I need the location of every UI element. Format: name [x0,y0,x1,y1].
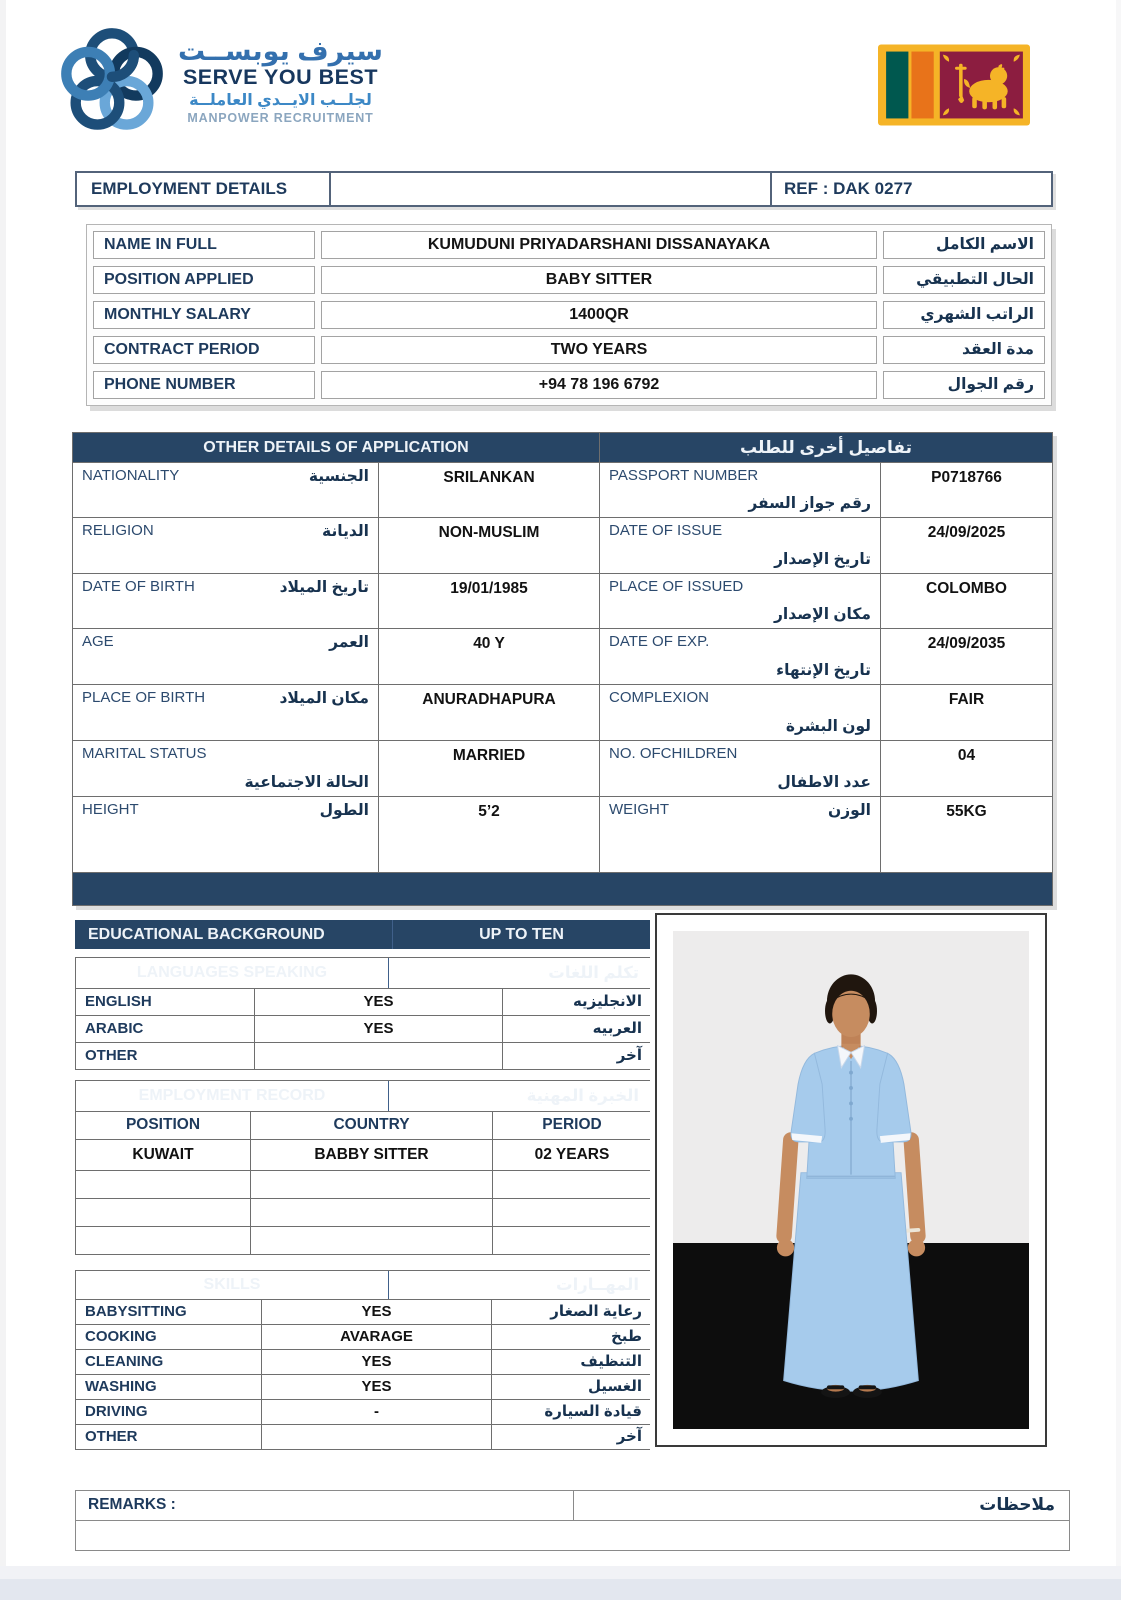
agency-logo [60,26,383,136]
record-cell: KUWAIT [76,1140,250,1170]
skill-label: WASHING [76,1375,261,1399]
record-cell: BABBY SITTER [251,1140,492,1170]
scan-edge-right [1116,0,1121,1600]
sri-lanka-flag-icon [878,44,1030,126]
record-cell [493,1171,651,1198]
field-label-arabic: الراتب الشهري [883,301,1045,329]
skill-label: CLEANING [76,1350,261,1374]
employment-details-bar [75,171,1053,207]
table-row [93,231,1045,259]
other-details-table [72,432,1053,906]
field-value: 55KG [881,797,1052,872]
field-label: HEIGHT الطول [73,797,378,872]
field-value: SRILANKAN [379,463,599,517]
record-cell [251,1199,492,1226]
table-row [93,266,1045,294]
field-value: +94 78 196 6792 [321,371,877,399]
skill-value: - [262,1400,491,1424]
field-label: DATE OF BIRTH تاريخ الميلاد [73,574,378,628]
employment-details-empty-cell [331,173,772,205]
field-value: P0718766 [881,463,1052,517]
skill-arabic: الغسيل [492,1375,651,1399]
skill-value [262,1425,491,1449]
field-value: 19/01/1985 [379,574,599,628]
education-title: EDUCATIONAL BACKGROUND [75,920,393,949]
record-cell [493,1227,651,1254]
other-details-title-ar: تفاصيل أخرى للطلب [600,433,1052,462]
scan-edge-bottom [0,1566,1121,1579]
field-label: PHONE NUMBER [93,371,315,399]
employment-record-table [75,1080,650,1255]
field-label: PASSPORT NUMBER رقم جواز السفر [600,463,880,517]
field-label: DATE OF ISSUE تاريخ الإصدار [600,518,880,573]
reference-number: REF : DAK 0277 [784,179,913,198]
skill-arabic: قيادة السيارة [492,1400,651,1424]
agency-logo-text [178,37,383,125]
column-header-country: COUNTRY [251,1112,492,1139]
table-row [93,301,1045,329]
languages-header: LANGUAGES SPEAKING تكلم اللغات [76,958,651,988]
skill-label: DRIVING [76,1400,261,1424]
skill-label: BABYSITTING [76,1300,261,1324]
record-cell [251,1171,492,1198]
field-label-arabic: مدة العقد [883,336,1045,364]
logo-arabic-subtitle: لجلــب الايــدي العاملــة [189,92,372,110]
skill-arabic: التنظيف [492,1350,651,1374]
field-label: NAME IN FULL [93,231,315,259]
field-value: BABY SITTER [321,266,877,294]
field-value: TWO YEARS [321,336,877,364]
language-label: ARABIC [76,1016,254,1042]
field-label-arabic: رقم الجوال [883,371,1045,399]
applicant-photo-frame [655,913,1047,1447]
skill-value: YES [262,1300,491,1324]
field-value: 24/09/2035 [881,629,1052,684]
skills-header: SKILLS المهــارات [76,1271,651,1299]
remarks-table [75,1490,1070,1551]
field-label: MONTHLY SALARY [93,301,315,329]
field-value: KUMUDUNI PRIYADARSHANI DISSANAYAKA [321,231,877,259]
field-value: 1400QR [321,301,877,329]
language-arabic: العربيه [503,1016,651,1042]
languages-table [75,957,650,1070]
logo-arabic-title: سيرف يوبســت [178,35,383,66]
field-label: POSITION APPLIED [93,266,315,294]
skill-arabic: آخر [492,1425,651,1449]
applicant-photo [673,931,1029,1429]
field-value: 40 Y [379,629,599,684]
record-cell [251,1227,492,1254]
field-label: RELIGION الديانة [73,518,378,573]
section-title-employment-details: EMPLOYMENT DETAILS [77,173,331,205]
field-value: COLOMBO [881,574,1052,628]
table-row [93,336,1045,364]
field-value: 5’2 [379,797,599,872]
language-arabic: الانجليزيه [503,989,651,1015]
field-label: WEIGHT الوزن [600,797,880,872]
table-footer-bar [73,873,1052,905]
field-label-arabic: الاسم الكامل [883,231,1045,259]
logo-knot-icon [60,26,164,136]
skills-table [75,1270,650,1450]
field-label: PLACE OF ISSUED مكان الإصدار [600,574,880,628]
language-value [255,1043,502,1069]
field-label: NATIONALITY الجنسية [73,463,378,517]
other-details-title-en: OTHER DETAILS OF APPLICATION [73,433,599,462]
skill-value: AVARAGE [262,1325,491,1349]
field-label: AGE العمر [73,629,378,684]
record-cell [493,1199,651,1226]
logo-english-title: SERVE YOU BEST [182,65,378,90]
field-value: MARRIED [379,741,599,796]
language-value: YES [255,1016,502,1042]
field-value: 24/09/2025 [881,518,1052,573]
education-value: UP TO TEN [479,926,564,943]
record-cell: 02 YEARS [493,1140,651,1170]
applicant-person-illustration [745,959,957,1421]
skill-label: COOKING [76,1325,261,1349]
remarks-label-arabic: ملاحظات [574,1491,1069,1520]
language-value: YES [255,989,502,1015]
language-arabic: آخر [503,1043,651,1069]
skill-arabic: رعاية الصغار [492,1300,651,1324]
remarks-empty-row [76,1521,1069,1550]
skill-value: YES [262,1350,491,1374]
skill-arabic: طبخ [492,1325,651,1349]
field-label: PLACE OF BIRTH مكان الميلاد [73,685,378,740]
column-header-period: PERIOD [493,1112,651,1139]
field-value: 04 [881,741,1052,796]
field-value: FAIR [881,685,1052,740]
table-row [93,371,1045,399]
employment-record-header: EMPLOYMENT RECORD الخبرة المهنية [76,1081,651,1111]
record-cell [76,1171,250,1198]
scan-edge-left [0,0,6,1600]
field-label: COMPLEXION لون البشرة [600,685,880,740]
record-cell [76,1227,250,1254]
field-value: ANURADHAPURA [379,685,599,740]
remarks-label: REMARKS : [76,1491,573,1520]
skill-value: YES [262,1375,491,1399]
educational-background-bar [75,920,650,949]
skill-label: OTHER [76,1425,261,1449]
logo-english-subtitle: MANPOWER RECRUITMENT [187,110,374,125]
field-label: DATE OF EXP. تاريخ الإنتهاء [600,629,880,684]
language-label: OTHER [76,1043,254,1069]
field-label-arabic: الحال التطبيقي [883,266,1045,294]
field-label: CONTRACT PERIOD [93,336,315,364]
language-label: ENGLISH [76,989,254,1015]
record-cell [76,1199,250,1226]
field-label: NO. OFCHILDREN عدد الاطفال [600,741,880,796]
field-label: MARITAL STATUS الحالة الاجتماعية [73,741,378,796]
column-header-position: POSITION [76,1112,250,1139]
field-value: NON-MUSLIM [379,518,599,573]
employment-table [86,224,1052,406]
scan-edge-bottom-2 [0,1579,1121,1600]
